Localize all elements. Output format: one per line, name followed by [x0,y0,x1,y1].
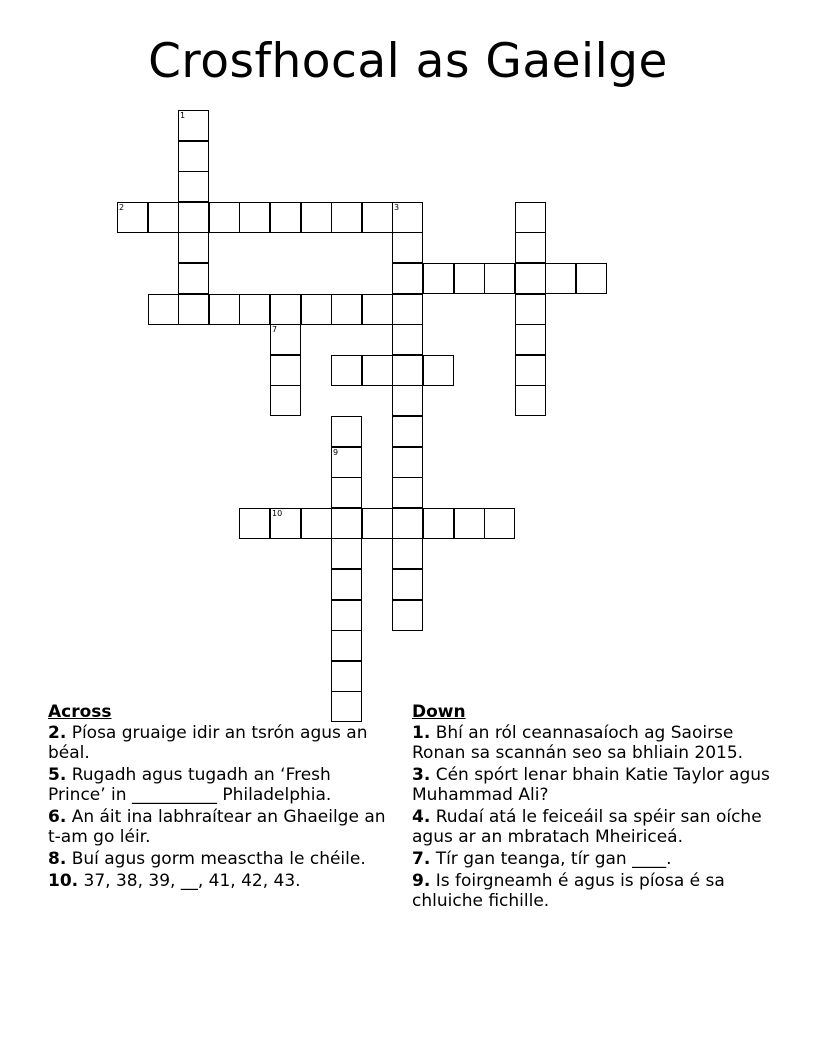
grid-cell[interactable] [239,202,270,233]
grid-cell[interactable] [484,263,515,294]
grid-cell[interactable] [331,600,362,631]
grid-cell[interactable] [331,538,362,569]
clue-number: 10. [48,871,79,891]
down-clue-3 [412,765,782,805]
grid-cell[interactable] [331,416,362,447]
clue-number-label: 10 [272,509,283,518]
grid-cell[interactable] [331,294,362,325]
grid-cell[interactable] [148,294,179,325]
page-title: Crosfhocal as Gaeilge [148,34,668,89]
grid-cell[interactable] [392,508,423,539]
grid-cell[interactable] [515,355,546,386]
grid-cell[interactable] [148,202,179,233]
clue-text: Cén spórt lenar bhain Katie Taylor agus Muhammad Ali? [412,765,770,805]
across-clue-6 [48,807,393,847]
across-clue-2 [48,723,393,763]
clue-number: 4. [412,807,431,827]
grid-cell[interactable] [331,630,362,661]
grid-cell[interactable] [239,294,270,325]
clue-number: 1. [412,723,431,743]
clue-text: 37, 38, 39, __, 41, 42, 43. [83,871,301,891]
grid-cell[interactable] [301,202,332,233]
grid-cell[interactable] [331,569,362,600]
across-clue-5 [48,765,393,805]
clue-text: Píosa gruaige idir an tsrón agus an béal. [48,723,368,763]
grid-cell[interactable] [392,294,423,325]
down-clue-7 [412,849,782,869]
grid-cell[interactable] [392,263,423,294]
grid-cell[interactable] [392,569,423,600]
grid-cell[interactable] [362,202,393,233]
grid-cell[interactable] [301,508,332,539]
grid-cell[interactable] [331,355,362,386]
grid-cell[interactable] [515,294,546,325]
clue-text: Rugadh agus tugadh an ‘Fresh Prince’ in __________ Philadelphia. [48,765,332,805]
down-heading: Down [412,702,466,722]
clue-number: 3. [412,765,431,785]
grid-cell[interactable] [301,294,332,325]
grid-cell[interactable] [423,355,454,386]
grid-cell[interactable] [576,263,607,294]
across-heading: Across [48,702,112,722]
across-clues [48,702,393,893]
clue-text: Tír gan teanga, tír gan ____. [435,849,672,869]
grid-cell[interactable] [270,385,301,416]
grid-cell[interactable] [270,202,301,233]
grid-cell[interactable] [392,447,423,478]
grid-cell[interactable] [178,141,209,172]
grid-cell[interactable] [209,202,240,233]
grid-cell[interactable] [515,202,546,233]
grid-cell[interactable] [423,263,454,294]
grid-cell[interactable] [484,508,515,539]
down-clue-9 [412,871,782,911]
clue-text: Buí agus gorm measctha le chéile. [71,849,366,869]
clue-number-label: 3 [394,203,400,212]
grid-cell[interactable] [178,110,209,141]
grid-cell[interactable] [270,324,301,355]
clue-number-label: 9 [333,448,339,457]
grid-cell[interactable] [392,538,423,569]
grid-cell[interactable] [209,294,240,325]
grid-cell[interactable] [178,171,209,202]
grid-cell[interactable] [515,263,546,294]
grid-cell[interactable] [454,508,485,539]
grid-cell[interactable] [331,477,362,508]
grid-cell[interactable] [270,508,301,539]
grid-cell[interactable] [362,294,393,325]
grid-cell[interactable] [515,324,546,355]
grid-cell[interactable] [392,355,423,386]
clue-number: 8. [48,849,67,869]
grid-cell[interactable] [270,294,301,325]
grid-cell[interactable] [423,508,454,539]
clue-number: 6. [48,807,67,827]
grid-cell[interactable] [362,508,393,539]
grid-cell[interactable] [331,661,362,692]
grid-cell[interactable] [178,294,209,325]
down-clue-4 [412,807,782,847]
grid-cell[interactable] [178,263,209,294]
grid-cell[interactable] [239,508,270,539]
clue-number-label: 1 [180,111,186,120]
clue-number: 7. [412,849,431,869]
down-clues [412,702,782,913]
across-clue-10 [48,871,393,891]
grid-cell[interactable] [331,508,362,539]
grid-cell[interactable] [545,263,576,294]
clue-number-label: 7 [272,325,278,334]
grid-cell[interactable] [392,324,423,355]
grid-cell[interactable] [392,202,423,233]
clue-text: Rudaí atá le feiceáil sa spéir san oíche agus ar an mbratach Mheiriceá. [412,807,762,847]
grid-cell[interactable] [515,232,546,263]
clue-number: 5. [48,765,67,785]
grid-cell[interactable] [178,202,209,233]
grid-cell[interactable] [454,263,485,294]
grid-cell[interactable] [392,416,423,447]
down-clue-1 [412,723,782,763]
grid-cell[interactable] [178,232,209,263]
clue-text: Bhí an ról ceannasaíoch ag Saoirse Ronan sa scannán seo sa bhliain 2015. [412,723,744,763]
grid-cell[interactable] [331,202,362,233]
grid-cell[interactable] [392,477,423,508]
grid-cell[interactable] [331,447,362,478]
clue-number: 9. [412,871,431,891]
clue-number-label: 2 [119,203,125,212]
clue-text: Is foirgneamh é agus is píosa é sa chluiche fichille. [412,871,725,911]
grid-cell[interactable] [392,232,423,263]
clue-text: An áit ina labhraítear an Ghaeilge an t-am go léir. [48,807,386,847]
grid-cell[interactable] [515,385,546,416]
grid-cell[interactable] [362,355,393,386]
grid-cell[interactable] [117,202,148,233]
grid-cell[interactable] [270,355,301,386]
across-clue-8 [48,849,393,869]
grid-cell[interactable] [392,385,423,416]
clue-number: 2. [48,723,67,743]
grid-cell[interactable] [392,600,423,631]
